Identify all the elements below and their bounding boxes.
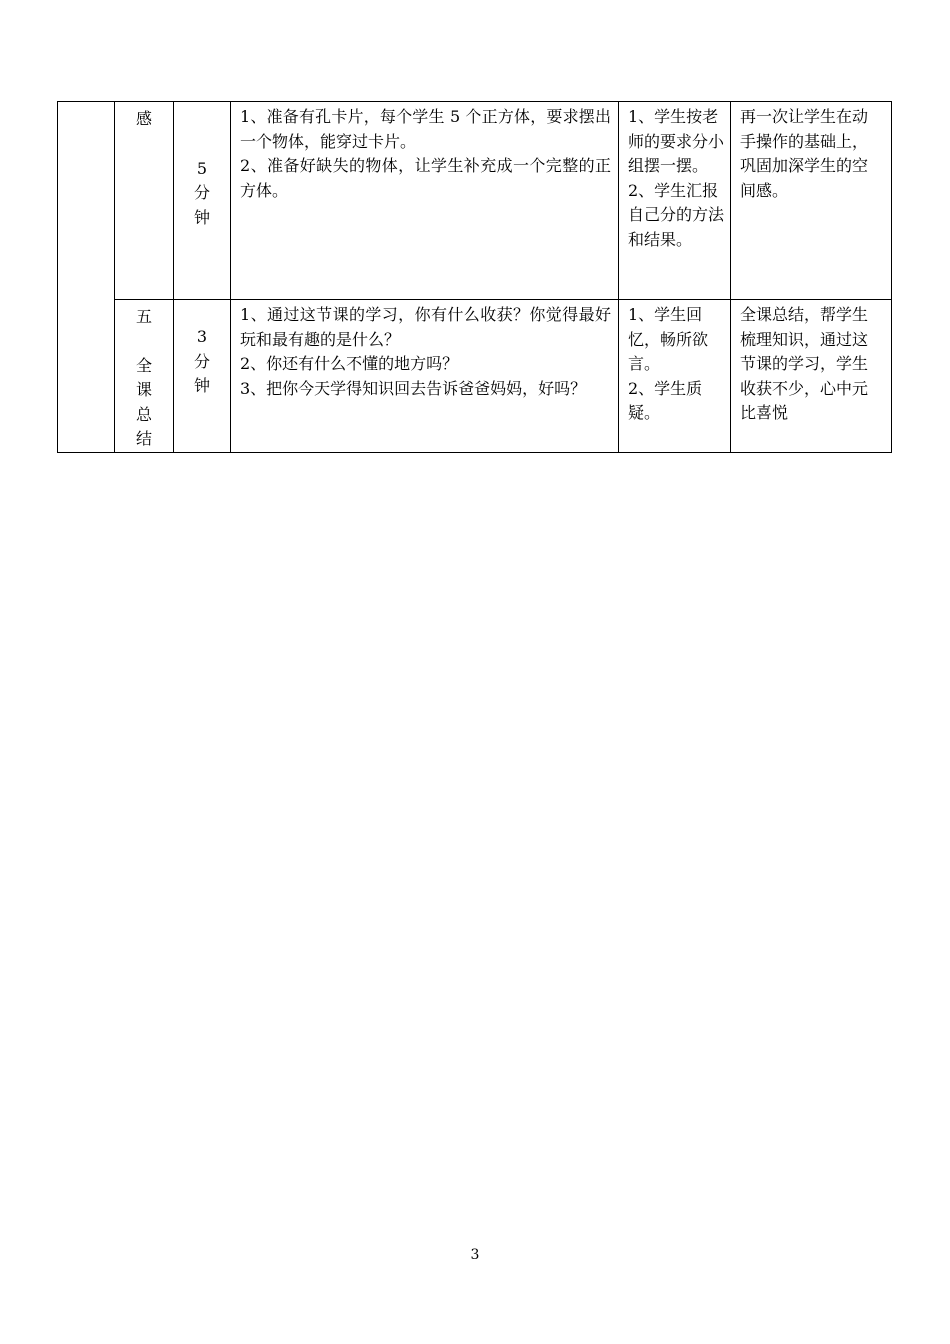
design-intent-cell <box>731 102 892 300</box>
teacher-activity-line: 1、准备有孔卡片，每个学生 5 个正方体，要求摆出一个物体，能穿过卡片。 <box>240 107 611 151</box>
teacher-activity-cell <box>231 102 619 300</box>
teacher-activity-line: 1、通过这节课的学习，你有什么收获？你觉得最好玩和最有趣的是什么？ <box>240 305 611 349</box>
stage-char: 五 <box>135 307 152 326</box>
time-cell <box>174 102 231 300</box>
time-unit-char: 分 <box>193 351 210 371</box>
stage-char: 课 <box>135 380 152 399</box>
design-intent-cell <box>731 300 892 453</box>
teacher-activity-line: 2、你还有什么不懂的地方吗？ <box>240 354 459 373</box>
design-intent-text: 全课总结，帮学生梳理知识，通过这节课的学习，学生收获不少，心中元比喜悦 <box>740 305 869 422</box>
student-activity-line: 2、学生汇报自己分的方法和结果。 <box>628 180 725 249</box>
stage-cell <box>115 102 174 300</box>
table-row <box>58 300 892 453</box>
student-activity-line: 1、学生按老师的要求分小组摆一摆。 <box>628 107 725 175</box>
student-activity-line: 1、学生回忆，畅所欲言。 <box>628 305 709 373</box>
time-unit-char: 钟 <box>193 207 210 227</box>
student-activity-line: 2、学生质疑。 <box>628 378 703 422</box>
lesson-plan-table <box>57 101 892 453</box>
page-number: 3 <box>470 1247 480 1263</box>
student-activity-cell <box>619 102 731 300</box>
time-unit-char: 分 <box>193 183 210 203</box>
teacher-activity-cell <box>231 300 619 453</box>
student-activity-cell <box>619 300 731 453</box>
time-cell <box>174 300 231 453</box>
time-number: 5 <box>196 158 208 178</box>
stage-char: 总 <box>135 404 152 424</box>
stage-spacer <box>115 330 173 354</box>
design-intent-text: 再一次让学生在动手操作的基础上，巩固加深学生的空间感。 <box>740 107 869 200</box>
stage-cell <box>115 300 174 453</box>
table-row <box>58 102 892 300</box>
time-number: 3 <box>196 327 208 346</box>
empty-left-cell <box>58 102 115 453</box>
time-unit-char: 钟 <box>193 376 210 395</box>
teacher-activity-line: 2、准备好缺失的物体，让学生补充成一个完整的正方体。 <box>240 156 611 200</box>
teacher-activity-line: 3、把你今天学得知识回去告诉爸爸妈妈，好吗？ <box>240 378 587 398</box>
stage-char: 结 <box>135 429 152 448</box>
stage-char: 感 <box>135 109 152 128</box>
stage-char: 全 <box>135 355 152 375</box>
